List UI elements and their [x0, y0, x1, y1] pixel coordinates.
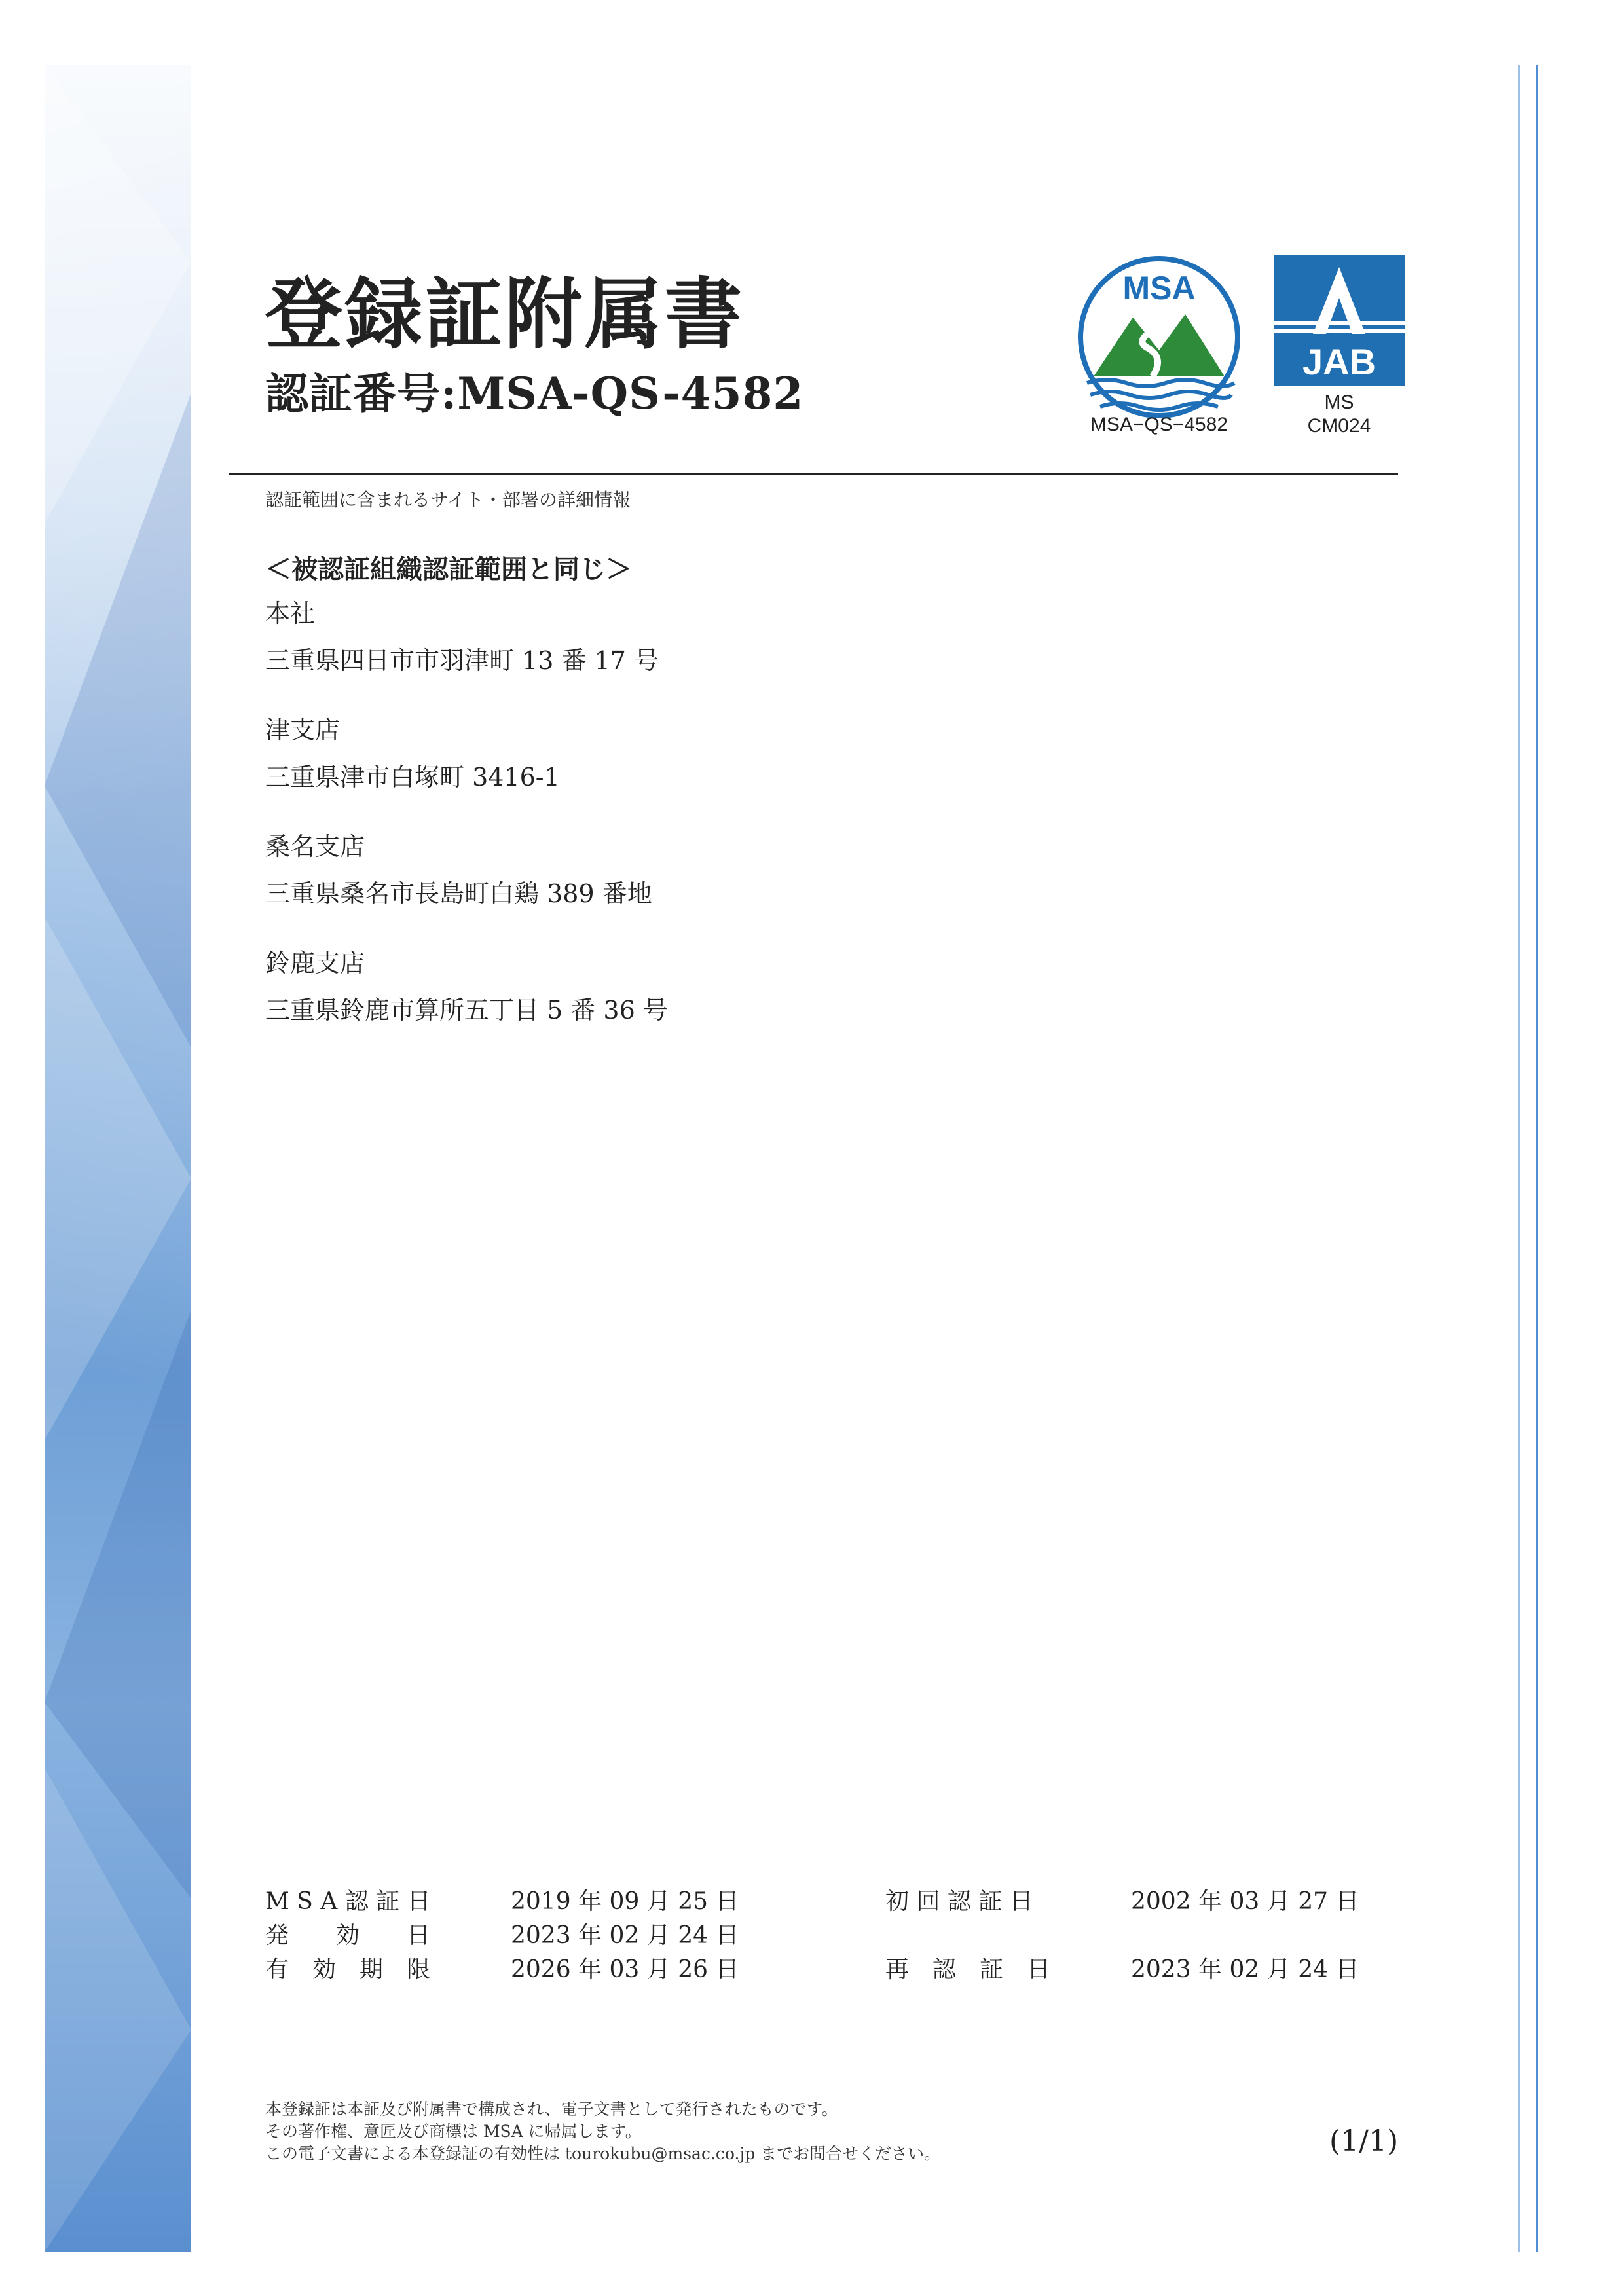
footer-note: この電子文書による本登録証の有効性は tourokubu@msac.co.jp までお問合せください。 [265, 2144, 941, 2163]
jab-caption-line1: MS [1324, 392, 1354, 413]
right-border-line [1536, 65, 1538, 2252]
site-entry [265, 710, 560, 793]
site-name: 津支店 [265, 716, 341, 744]
footer-note: 本登録証は本証及び附属書で構成され、電子文書として発行されたものです。 [265, 2100, 838, 2119]
site-entry [265, 593, 659, 676]
jab-logo [1274, 255, 1405, 386]
date-label: 有 効 期 限 [265, 1956, 431, 1983]
dates-right-column [885, 1882, 1359, 1984]
right-border-line-light [1518, 65, 1520, 2252]
date-label: M S A 認 証 日 [265, 1887, 431, 1915]
date-label: 発 効 日 [265, 1922, 431, 1949]
date-row [885, 1950, 1359, 1984]
msa-logo [1074, 252, 1244, 422]
site-entry [265, 943, 668, 1026]
date-value: 2026 年 03 月 26 日 [511, 1956, 739, 1983]
date-label: 再 認 証 日 [885, 1956, 1051, 1983]
date-row [265, 1882, 739, 1916]
jab-logo-caption [1274, 391, 1405, 438]
date-row [265, 1916, 739, 1950]
certificate-number: 認証番号:MSA-QS-4582 [265, 368, 804, 419]
site-name: 桑名支店 [265, 832, 365, 861]
scope-heading: ＜被認証組織認証範囲と同じ＞ [265, 554, 632, 585]
msa-logo-text: MSA [1122, 270, 1196, 306]
site-address: 三重県四日市市羽津町 13 番 17 号 [265, 646, 659, 675]
site-address: 三重県桑名市長島町白鶏 389 番地 [265, 879, 652, 908]
site-name: 鈴鹿支店 [265, 949, 365, 977]
date-row [265, 1950, 739, 1984]
site-name: 本社 [265, 599, 316, 628]
jab-caption-line2: CM024 [1307, 415, 1371, 437]
page-number: (1/1) [1329, 2124, 1399, 2158]
date-value: 2002 年 03 月 27 日 [1131, 1887, 1359, 1915]
date-value: 2023 年 02 月 24 日 [1131, 1956, 1359, 1983]
horizontal-divider [229, 473, 1398, 475]
site-address: 三重県鈴鹿市算所五丁目 5 番 36 号 [265, 996, 668, 1025]
date-label: 初 回 認 証 日 [885, 1887, 1033, 1915]
site-address: 三重県津市白塚町 3416-1 [265, 763, 560, 792]
dates-left-column [265, 1882, 739, 1984]
date-row [885, 1882, 1359, 1916]
date-value: 2023 年 02 月 24 日 [511, 1922, 739, 1949]
msa-logo-caption: MSA−QS−4582 [1090, 414, 1228, 435]
jab-logo-text: JAB [1302, 341, 1376, 382]
date-row-empty [885, 1916, 1359, 1950]
date-value: 2019 年 09 月 25 日 [511, 1887, 739, 1915]
section-label: 認証範囲に含まれるサイト・部署の詳細情報 [265, 489, 631, 511]
document-title: 登録証附属書 [265, 268, 745, 359]
footer-note: その著作権、意匠及び商標は MSA に帰属します。 [265, 2122, 642, 2141]
site-entry [265, 826, 652, 909]
footer-notes [265, 2098, 940, 2165]
decorative-side-band [45, 65, 191, 2252]
